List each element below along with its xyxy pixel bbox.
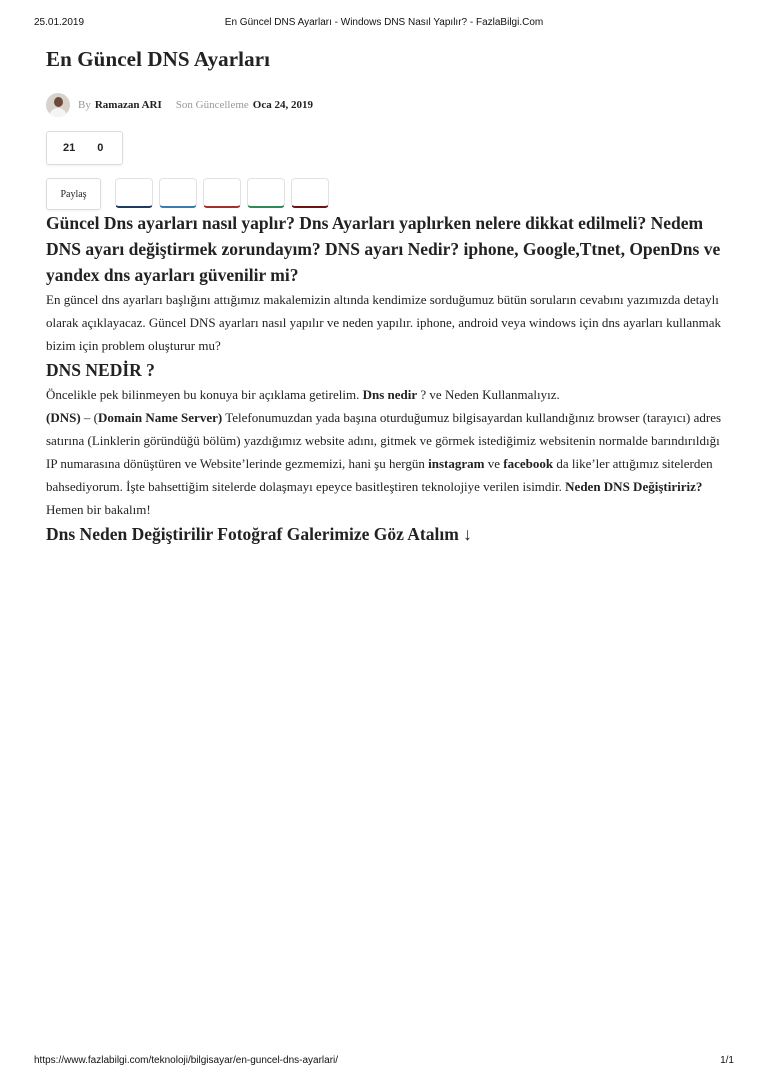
share-counts <box>46 131 123 165</box>
share-bar <box>46 178 726 210</box>
page-title: En Güncel DNS Ayarları <box>46 47 271 71</box>
article-meta <box>46 92 726 118</box>
print-date: 25.01.2019 <box>34 17 85 28</box>
facebook-bold: facebook <box>503 456 554 471</box>
share-button[interactable]: Paylaş <box>46 178 101 210</box>
twitter-share-button[interactable] <box>159 178 197 208</box>
dns-text: – ( <box>80 410 99 425</box>
dns-heading: DNS NEDİR ? <box>46 360 155 380</box>
facebook-share-button[interactable] <box>115 178 153 208</box>
page-number: 1/1 <box>720 1055 734 1066</box>
author-link[interactable]: Ramazan ARI <box>94 99 162 111</box>
dns-text: Hemen bir bakalım! <box>46 502 151 517</box>
article <box>46 44 726 547</box>
by-label: By <box>78 99 91 111</box>
google-plus-share-button[interactable] <box>203 178 241 208</box>
domain-name-server-bold: Domain Name Server) <box>98 410 223 425</box>
print-footer <box>34 1055 734 1069</box>
share-count: 21 <box>63 142 76 154</box>
print-url: https://www.fazlabilgi.com/teknoloji/bilgisayar/en-guncel-dns-ayarlari/ <box>34 1055 339 1066</box>
pinterest-share-button[interactable] <box>291 178 329 208</box>
author-avatar[interactable] <box>46 93 70 117</box>
updated-date: Oca 24, 2019 <box>252 99 313 111</box>
dns-text: ve <box>484 456 504 471</box>
whatsapp-share-button[interactable] <box>247 178 285 208</box>
dns-text: ? ve Neden Kullanmalıyız. <box>417 387 560 402</box>
dns-text: Telefonumuzdan yada başına oturduğumuz bilgisayardan kullandığınız browser (tarayıcı) adres satırına (Linklerin göründüğü bölüm) yazdığımız website adını, gitmek ve görmek istediğimiz websitenin normalde barındırıldığı IP numarasına dönüştüren ve Website’lerinde gezmemizi, hani şu hergün <box>46 410 722 471</box>
print-header <box>34 17 734 31</box>
dns-text: da like’ler attığımız sitelerden bahsediyorum. İşte bahsettiğim sitelerde dolaşmayı epeyce basitleştiren teknolojiye verilen isimdir. <box>46 456 713 494</box>
print-document-title: En Güncel DNS Ayarları - Windows DNS Nasıl Yapılır? - FazlaBilgi.Com <box>224 17 544 28</box>
dns-abbr-bold: (DNS) <box>46 410 81 425</box>
comment-count[interactable]: 0 <box>97 142 104 154</box>
instagram-bold: instagram <box>428 456 485 471</box>
dns-paragraph <box>46 383 726 521</box>
intro-heading: Güncel Dns ayarları nasıl yaplır? Dns Ayarları yaplırken nelere dikkat edilmeli? Nedem DNS ayarı değiştirmek zorundayım? DNS ayarı Nedir? iphone, Google,Ttnet, OpenDns ve yandex dns ayarları güvenilir mi? <box>46 213 721 285</box>
dns-text: Öncelikle pek bilinmeyen bu konuya bir açıklama getirelim. <box>46 387 363 402</box>
updated-label: Son Güncelleme <box>175 99 249 111</box>
neden-dns-bold: Neden DNS Değiştiririz? <box>565 479 703 494</box>
dns-nedir-bold: Dns nedir <box>362 387 418 402</box>
intro-paragraph: En güncel dns ayarları başlığını attığımız makalemizin altında kendimize sorduğumuz bütün soruların cevabını yazımızda detaylı olarak açıklayacaz. Güncel DNS ayarları nasıl yapılır ve neden yapılır. iphone, android veya windows için dns ayarları kullanmak bizim için problem oluşturur mu? <box>46 292 722 353</box>
gallery-heading: Dns Neden Değiştirilir Fotoğraf Galerimize Göz Atalım ↓ <box>46 524 472 544</box>
